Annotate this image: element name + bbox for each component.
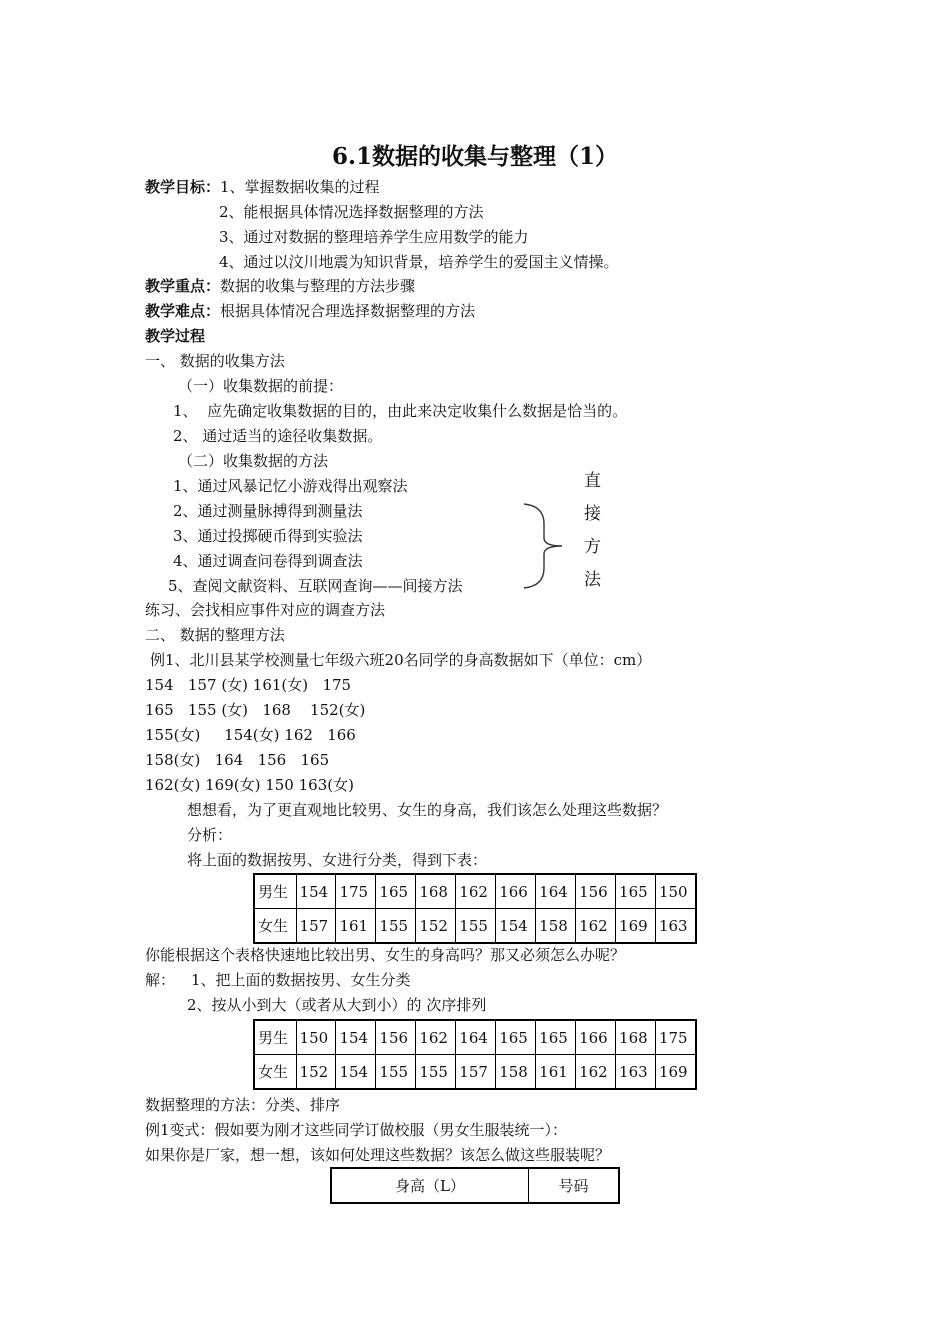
- size-number-header: 号码: [529, 1168, 620, 1203]
- table-cell: 169: [616, 909, 656, 944]
- raw-data-row: 158(女) 164 156 165: [145, 751, 330, 769]
- table-cell: 157: [296, 909, 336, 944]
- table-cell: 150: [296, 1020, 336, 1055]
- table-cell: 175: [336, 874, 376, 909]
- example-1: 例1、北川县某学校测量七年级六班20名同学的身高数据如下（单位：cm）: [150, 651, 652, 669]
- table-cell: 154: [336, 1055, 376, 1090]
- table-cell: 165: [496, 1020, 536, 1055]
- table-cell: 155: [376, 1055, 416, 1090]
- method-2: 2、通过测量脉搏得到测量法: [173, 502, 363, 520]
- table-row: [254, 1055, 696, 1090]
- analysis-label: 分析：: [187, 826, 233, 844]
- size-table: [330, 1167, 620, 1204]
- objective-4: 4、通过以汶川地震为知识背景，培养学生的爱国主义情操。: [219, 253, 619, 271]
- table-cell: 166: [496, 874, 536, 909]
- raw-data-row: 165 155 (女) 168 152(女): [145, 701, 366, 719]
- table-cell: 女生: [254, 1055, 296, 1090]
- key-point-text: 数据的收集与整理的方法步骤: [220, 277, 416, 295]
- table-cell: 158: [536, 909, 576, 944]
- table-cell: 152: [296, 1055, 336, 1090]
- solution-step-2: 2、按从小到大（或者从大到小）的 次序排列: [187, 996, 487, 1014]
- methods-summary: 数据整理的方法：分类、排序: [145, 1096, 341, 1114]
- practice-line: 练习、会找相应事件对应的调查方法: [145, 601, 386, 619]
- table-cell: 155: [376, 909, 416, 944]
- section1-heading: 一、 数据的收集方法: [145, 352, 285, 370]
- direct-char-1: 直: [584, 471, 601, 491]
- right-brace-icon: [520, 500, 570, 592]
- difficulty-line: [145, 301, 475, 321]
- compare-question: 你能根据这个表格快速地比较出男、女生的身高吗？那又必须怎么办呢？: [145, 946, 626, 964]
- solution-line: [145, 970, 411, 990]
- solution-step-1: 1、把上面的数据按男、女生分类: [191, 971, 411, 989]
- table-cell: 164: [456, 1020, 496, 1055]
- objective-1: 1、掌握数据收集的过程: [220, 178, 380, 196]
- section1-pre2: 2、 通过适当的途径收集数据。: [173, 427, 383, 445]
- table-cell: 154: [296, 874, 336, 909]
- table-row: [254, 909, 696, 944]
- table-cell: 156: [376, 1020, 416, 1055]
- objectives-line-1: [145, 177, 380, 197]
- table-cell: 165: [616, 874, 656, 909]
- table-cell: 女生: [254, 909, 296, 944]
- table-row: [331, 1168, 619, 1203]
- solution-label: 解：: [145, 971, 176, 989]
- table-cell: 150: [655, 874, 696, 909]
- table-cell: 男生: [254, 1020, 296, 1055]
- table-row: [254, 874, 696, 909]
- table-cell: 157: [456, 1055, 496, 1090]
- variant-question: 如果你是厂家，想一想，该如何处理这些数据？该怎么做这些服装呢？: [145, 1146, 611, 1164]
- section1-pre1: 1、 应先确定收集数据的目的，由此来决定收集什么数据是恰当的。: [173, 402, 628, 420]
- objectives-label: 教学目标：: [145, 178, 221, 196]
- table-cell: 166: [576, 1020, 616, 1055]
- table-cell: 161: [536, 1055, 576, 1090]
- gender-table-1: [253, 873, 697, 944]
- direct-char-3: 方: [584, 537, 601, 557]
- method-1: 1、通过风暴记忆小游戏得出观察法: [173, 477, 408, 495]
- table-cell: 154: [496, 909, 536, 944]
- table-cell: 168: [616, 1020, 656, 1055]
- table-cell: 161: [336, 909, 376, 944]
- table-cell: 155: [456, 909, 496, 944]
- page-title: 6.1数据的收集与整理（1）: [331, 143, 619, 170]
- table-cell: 165: [536, 1020, 576, 1055]
- table-cell: 162: [576, 1055, 616, 1090]
- table-cell: 162: [416, 1020, 456, 1055]
- raw-data-row: 154 157 (女) 161(女) 175: [145, 676, 352, 694]
- variant-line: 例1变式：假如要为刚才这些同学订做校服（男女生服装统一）：: [145, 1121, 568, 1139]
- objective-2: 2、能根据具体情况选择数据整理的方法: [219, 203, 484, 221]
- table-cell: 164: [536, 874, 576, 909]
- objective-3: 3、通过对数据的整理培养学生应用数学的能力: [219, 228, 529, 246]
- key-point-line: [145, 276, 415, 296]
- table-cell: 158: [496, 1055, 536, 1090]
- raw-data-row: 162(女) 169(女) 150 163(女): [145, 776, 354, 794]
- table-cell: 168: [416, 874, 456, 909]
- direct-char-2: 接: [584, 504, 601, 524]
- think-question: 想想看，为了更直观地比较男、女生的身高，我们该怎么处理这些数据？: [187, 801, 668, 819]
- raw-data-row: 155(女) 154(女) 162 166: [145, 726, 356, 744]
- table-cell: 154: [336, 1020, 376, 1055]
- table-cell: 152: [416, 909, 456, 944]
- classify-text: 将上面的数据按男、女进行分类，得到下表：: [187, 851, 488, 869]
- section1-sub2: （二）收集数据的方法: [178, 452, 329, 470]
- table-cell: 165: [376, 874, 416, 909]
- difficulty-text: 根据具体情况合理选择数据整理的方法: [220, 302, 476, 320]
- table-cell: 169: [655, 1055, 696, 1090]
- table-cell: 162: [456, 874, 496, 909]
- difficulty-label: 教学难点：: [145, 302, 221, 320]
- table-cell: 162: [576, 909, 616, 944]
- method-5: 5、查阅文献资料、互联网查询——间接方法: [168, 577, 463, 595]
- section1-sub1: （一）收集数据的前提：: [178, 377, 344, 395]
- gender-table-2: [253, 1019, 697, 1090]
- table-cell: 175: [655, 1020, 696, 1055]
- table-cell: 163: [616, 1055, 656, 1090]
- table-cell: 男生: [254, 874, 296, 909]
- table-cell: 155: [416, 1055, 456, 1090]
- table-cell: 156: [576, 874, 616, 909]
- direct-char-4: 法: [584, 570, 601, 590]
- section2-heading: 二、 数据的整理方法: [145, 626, 285, 644]
- method-4: 4、通过调查问卷得到调查法: [173, 552, 363, 570]
- table-row: [254, 1020, 696, 1055]
- key-point-label: 教学重点：: [145, 277, 221, 295]
- process-label: 教学过程: [145, 327, 206, 345]
- height-header: 身高（L）: [331, 1168, 529, 1203]
- method-3: 3、通过投掷硬币得到实验法: [173, 527, 363, 545]
- table-cell: 163: [655, 909, 696, 944]
